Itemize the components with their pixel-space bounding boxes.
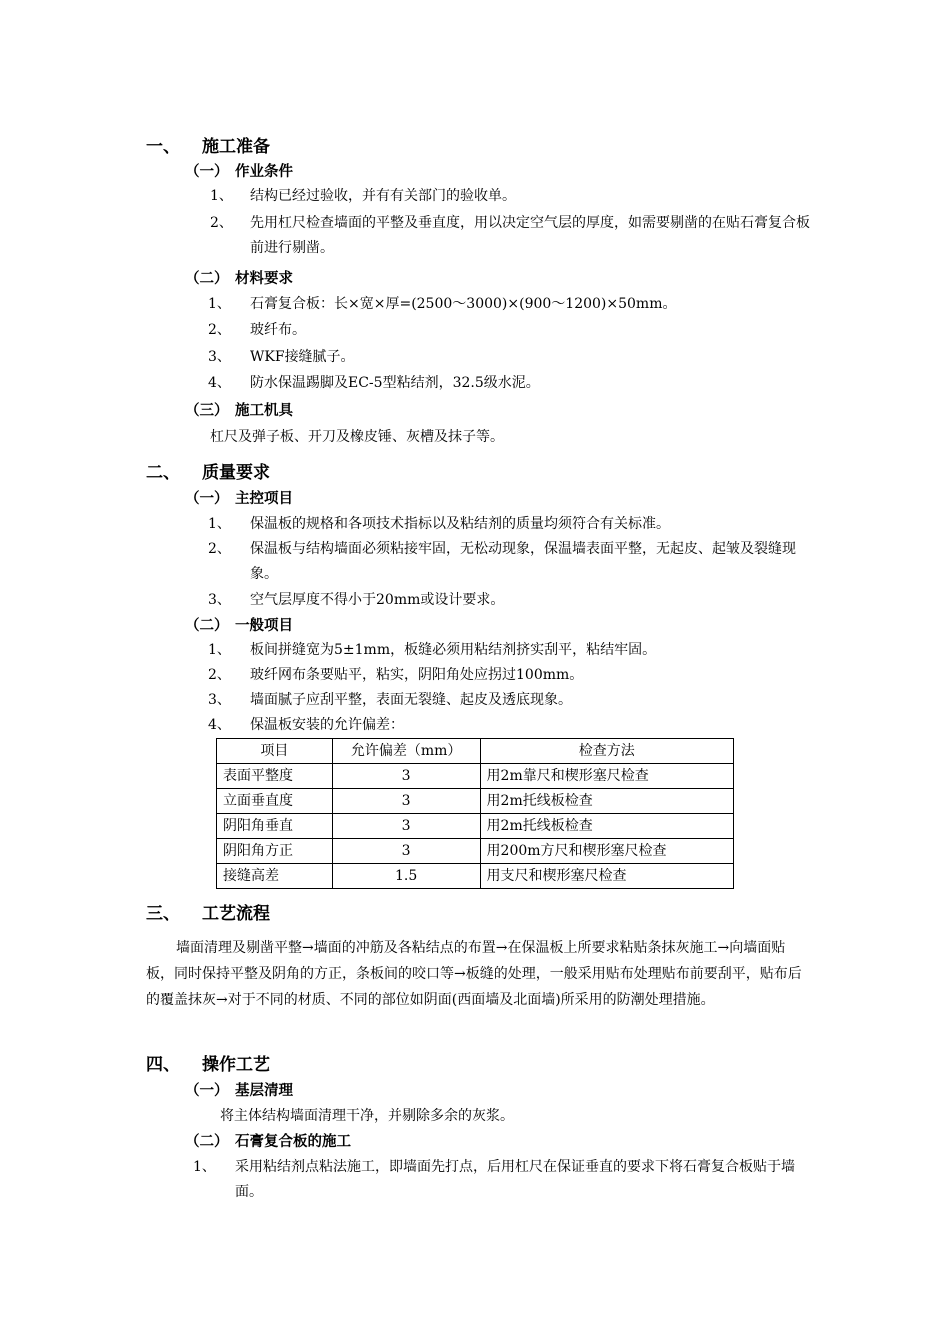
subsection-heading	[185, 402, 293, 420]
list-item	[208, 292, 808, 317]
subsection-heading	[185, 617, 293, 635]
subsection-heading	[185, 1133, 351, 1151]
section-number: 三、	[146, 904, 180, 924]
item-number: 1、	[208, 296, 231, 312]
list-item	[208, 512, 808, 537]
section-number: 二、	[146, 463, 180, 483]
paragraph: 将主体结构墙面清理干净，并剔除多余的灰浆。	[220, 1108, 514, 1124]
table-cell: 用200m方尺和楔形塞尺检查	[480, 839, 733, 864]
subsection-title: 作业条件	[235, 164, 293, 180]
section-heading-1	[146, 137, 270, 157]
item-text: 板间拼缝宽为5±1mm，板缝必须用粘结剂挤实刮平，粘结牢固。	[250, 642, 657, 658]
subsection-number: （三）	[185, 403, 229, 419]
item-number: 3、	[208, 592, 231, 608]
subsection-title: 主控项目	[235, 491, 293, 507]
section-heading-2	[146, 463, 270, 483]
item-number: 2、	[208, 322, 231, 338]
section-heading-3	[146, 904, 270, 924]
subsection-heading	[185, 1082, 293, 1100]
list-item	[208, 713, 808, 738]
list-item	[208, 688, 808, 713]
list-item	[208, 663, 808, 688]
subsection-heading	[185, 270, 293, 288]
list-item	[193, 1155, 810, 1205]
table-row	[217, 789, 734, 814]
subsection-number: （一）	[185, 164, 229, 180]
section-number: 一、	[146, 137, 180, 157]
table-cell: 用2m托线板检查	[480, 789, 733, 814]
item-number: 3、	[208, 349, 231, 365]
table-cell: 用支尺和楔形塞尺检查	[480, 864, 733, 889]
table-header-cell: 检查方法	[480, 739, 733, 764]
section-title: 施工准备	[202, 137, 270, 157]
subsection-number: （二）	[185, 1134, 229, 1150]
subsection-number: （一）	[185, 491, 229, 507]
list-item	[208, 318, 808, 343]
item-number: 4、	[208, 375, 231, 391]
table-cell: 阴阳角垂直	[217, 814, 333, 839]
table-cell: 立面垂直度	[217, 789, 333, 814]
item-text: WKF接缝腻子。	[250, 349, 355, 365]
table-row	[217, 764, 734, 789]
table-cell: 3	[332, 789, 480, 814]
item-text: 先用杠尺检查墙面的平整及垂直度，用以决定空气层的厚度，如需要剔凿的在贴石膏复合板前进行剔凿。	[250, 215, 810, 256]
table-cell: 用2m靠尺和楔形塞尺检查	[480, 764, 733, 789]
table-cell: 3	[332, 839, 480, 864]
item-text: 结构已经过验收，并有有关部门的验收单。	[250, 188, 516, 204]
section-title: 操作工艺	[202, 1055, 270, 1075]
subsection-title: 石膏复合板的施工	[235, 1134, 351, 1150]
table-header-row	[217, 739, 734, 764]
list-item	[208, 638, 808, 663]
item-number: 3、	[208, 692, 231, 708]
item-text: 保温板与结构墙面必须粘接牢固，无松动现象，保温墙表面平整，无起皮、起皱及裂缝现象。	[250, 541, 796, 582]
subsection-number: （二）	[185, 618, 229, 634]
table-cell: 3	[332, 764, 480, 789]
item-text: 防水保温踢脚及EC-5型粘结剂，32.5级水泥。	[250, 375, 540, 391]
item-number: 1、	[208, 642, 231, 658]
paragraph: 墙面清理及剔凿平整→墙面的冲筋及各粘结点的布置→在保温板上所要求粘贴条抹灰施工→向墙面贴板，同时保持平整及阴角的方正，条板间的咬口等→板缝的处理，一般采用贴布处理贴布前要刮平，贴布后的覆盖抹灰→对于不同的材质、不同的部位如阴面(西面墙及北面墙)所采用的防潮处理措施。	[146, 940, 802, 1008]
subsection-heading	[185, 490, 293, 508]
item-number: 4、	[208, 717, 231, 733]
subsection-number: （一）	[185, 1083, 229, 1099]
table-header-cell: 项目	[217, 739, 333, 764]
section-title: 质量要求	[202, 463, 270, 483]
table-row	[217, 839, 734, 864]
section-heading-4	[146, 1055, 270, 1075]
subsection-heading	[185, 163, 293, 181]
subsection-number: （二）	[185, 271, 229, 287]
item-text: 空气层厚度不得小于20mm或设计要求。	[250, 592, 505, 608]
item-text: 玻纤网布条要贴平，粘实，阴阳角处应拐过100mm。	[250, 667, 584, 683]
item-text: 保温板的规格和各项技术指标以及粘结剂的质量均须符合有关标准。	[250, 516, 670, 532]
paragraph: 杠尺及弹子板、开刀及橡皮锤、灰槽及抹子等。	[210, 429, 504, 445]
subsection-title: 施工机具	[235, 403, 293, 419]
list-item	[208, 345, 808, 370]
table-header-cell: 允许偏差（mm）	[332, 739, 480, 764]
item-number: 2、	[210, 215, 233, 231]
table-cell: 1.5	[332, 864, 480, 889]
item-number: 2、	[208, 667, 231, 683]
table-cell: 用2m托线板检查	[480, 814, 733, 839]
table-row	[217, 814, 734, 839]
section-number: 四、	[146, 1055, 180, 1075]
table-row	[217, 864, 734, 889]
subsection-title: 一般项目	[235, 618, 293, 634]
item-number: 2、	[208, 541, 231, 557]
table-cell: 3	[332, 814, 480, 839]
list-item	[208, 537, 808, 587]
table-cell: 阴阳角方正	[217, 839, 333, 864]
item-number: 1、	[210, 188, 233, 204]
list-item	[208, 588, 808, 613]
list-item	[208, 371, 808, 396]
item-text: 墙面腻子应刮平整，表面无裂缝、起皮及透底现象。	[250, 692, 572, 708]
list-item	[210, 211, 810, 261]
list-item	[210, 184, 810, 209]
table-cell: 表面平整度	[217, 764, 333, 789]
subsection-title: 材料要求	[235, 271, 293, 287]
item-number: 1、	[193, 1159, 216, 1175]
section-title: 工艺流程	[202, 904, 270, 924]
tolerance-table	[216, 738, 734, 889]
item-text: 玻纤布。	[250, 322, 306, 338]
item-number: 1、	[208, 516, 231, 532]
table-cell: 接缝高差	[217, 864, 333, 889]
subsection-title: 基层清理	[235, 1083, 293, 1099]
item-text: 采用粘结剂点粘法施工，即墙面先打点，后用杠尺在保证垂直的要求下将石膏复合板贴于墙面。	[235, 1159, 795, 1200]
item-text: 石膏复合板：长×宽×厚=(2500～3000)×(900～1200)×50mm。	[250, 296, 677, 312]
item-text: 保温板安装的允许偏差：	[250, 717, 404, 733]
